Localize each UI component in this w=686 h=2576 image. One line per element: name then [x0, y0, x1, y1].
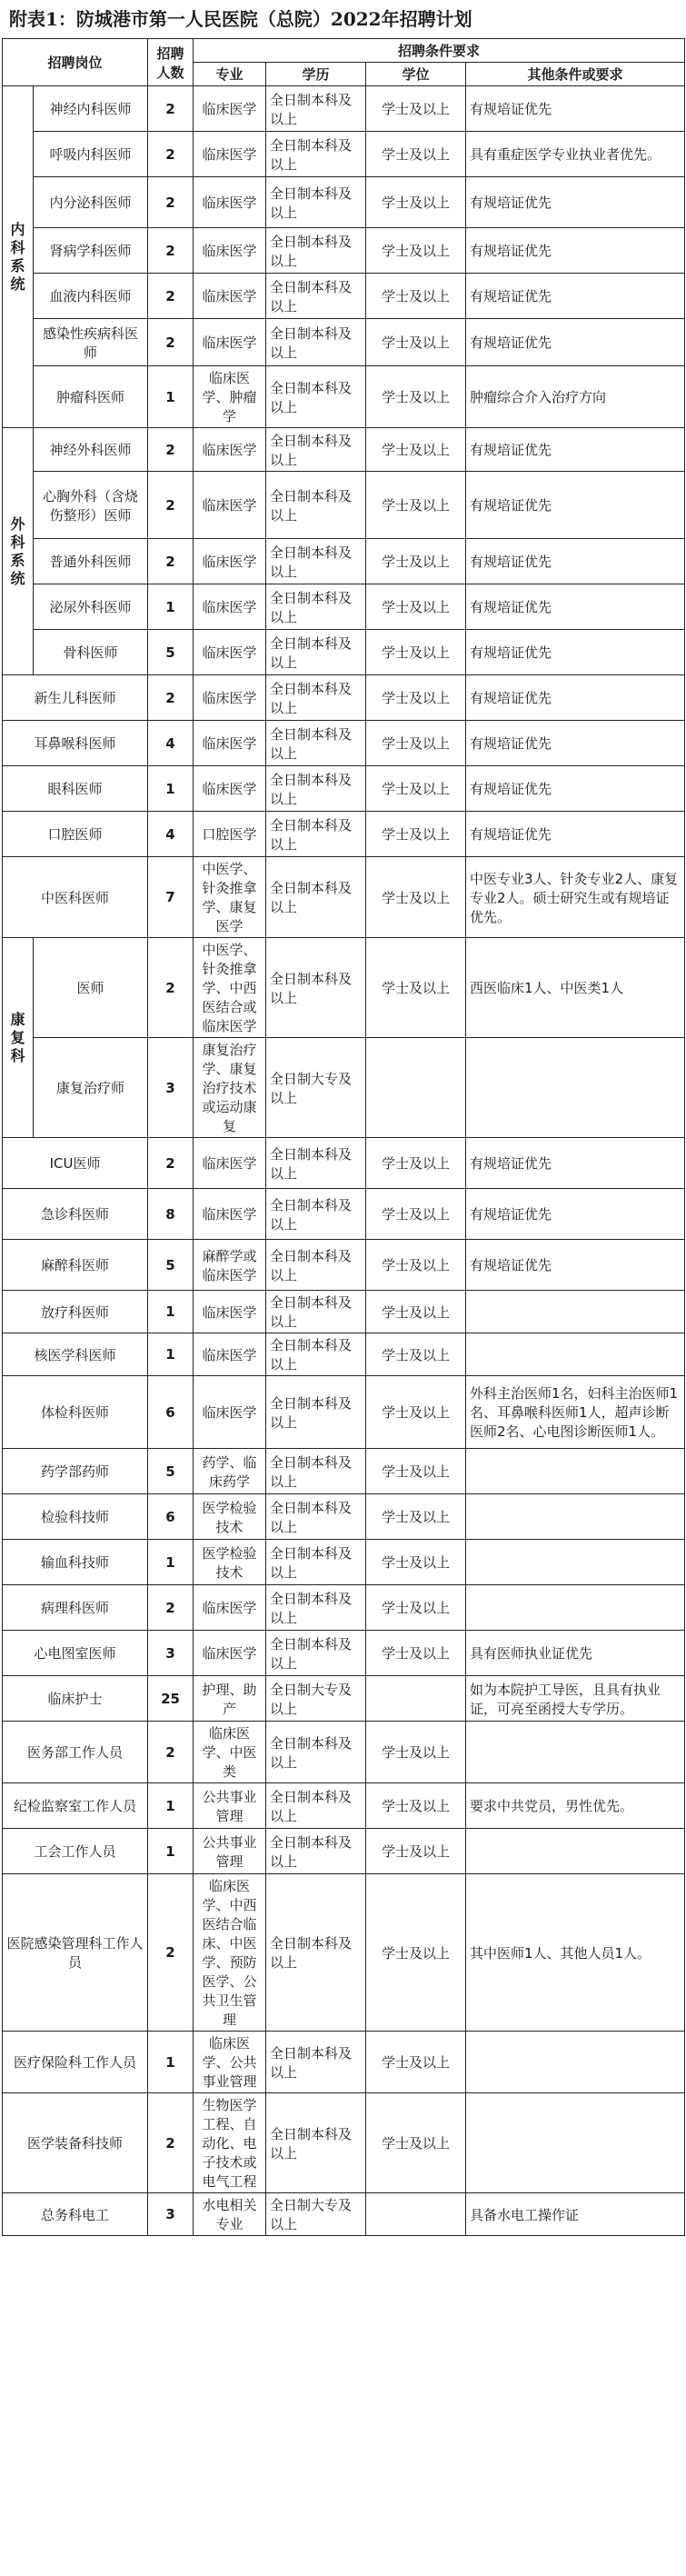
other-cell — [466, 2032, 685, 2093]
count-cell: 3 — [148, 2193, 194, 2236]
header-degree: 学位 — [366, 63, 466, 86]
other-cell: 要求中共党员，男性优先。 — [466, 1783, 685, 1829]
education-cell: 全日制本科及以上 — [266, 428, 366, 472]
education-cell: 全日制本科及以上 — [266, 177, 366, 228]
count-cell: 2 — [148, 1722, 194, 1783]
major-cell: 医学检验技术 — [194, 1494, 266, 1540]
education-cell: 全日制本科及以上 — [266, 86, 366, 132]
count-cell: 1 — [148, 1540, 194, 1585]
education-cell: 全日制本科及以上 — [266, 766, 366, 812]
major-cell: 临床医学 — [194, 1189, 266, 1240]
count-cell: 7 — [148, 857, 194, 938]
education-cell: 全日制大专及以上 — [266, 1038, 366, 1138]
other-cell: 有规培证优先 — [466, 539, 685, 584]
education-cell: 全日制本科及以上 — [266, 1783, 366, 1829]
education-cell: 全日制本科及以上 — [266, 1291, 366, 1333]
other-cell: 有规培证优先 — [466, 274, 685, 319]
degree-cell: 学士及以上 — [366, 1333, 466, 1376]
count-cell: 1 — [148, 584, 194, 630]
degree-cell: 学士及以上 — [366, 539, 466, 584]
education-cell: 全日制本科及以上 — [266, 812, 366, 857]
education-cell: 全日制大专及以上 — [266, 2193, 366, 2236]
table-row — [3, 2032, 685, 2093]
table-row — [3, 2093, 685, 2193]
post-cell: 麻醉科医师 — [3, 1240, 148, 1291]
other-cell: 其中医师1人、其他人员1人。 — [466, 1874, 685, 2032]
major-cell: 水电相关专业 — [194, 2193, 266, 2236]
degree-cell: 学士及以上 — [366, 2093, 466, 2193]
education-cell: 全日制本科及以上 — [266, 539, 366, 584]
post-cell: 耳鼻喉科医师 — [3, 721, 148, 766]
education-cell: 全日制本科及以上 — [266, 1631, 366, 1676]
education-cell: 全日制大专及以上 — [266, 1676, 366, 1722]
header-major: 专业 — [194, 63, 266, 86]
table-row — [3, 1722, 685, 1783]
degree-cell: 学士及以上 — [366, 472, 466, 539]
table-row — [3, 1676, 685, 1722]
other-cell: 具有医师执业证优先 — [466, 1631, 685, 1676]
major-cell: 临床医学、中医类 — [194, 1722, 266, 1783]
table-row — [3, 630, 685, 675]
major-cell: 临床医学 — [194, 177, 266, 228]
other-cell — [466, 1494, 685, 1540]
major-cell: 临床医学 — [194, 428, 266, 472]
major-cell: 临床医学 — [194, 1138, 266, 1189]
table-row — [3, 584, 685, 630]
major-cell: 临床医学 — [194, 1631, 266, 1676]
education-cell: 全日制本科及以上 — [266, 1585, 366, 1631]
post-cell: 血液内科医师 — [34, 274, 148, 319]
degree-cell — [366, 1038, 466, 1138]
post-cell: 医务部工作人员 — [3, 1722, 148, 1783]
post-cell: 医学装备科技师 — [3, 2093, 148, 2193]
degree-cell: 学士及以上 — [366, 1540, 466, 1585]
post-cell: 工会工作人员 — [3, 1829, 148, 1874]
other-cell: 有规培证优先 — [466, 675, 685, 721]
header-row-1 — [3, 39, 685, 63]
recruitment-table — [2, 38, 685, 2236]
post-cell: 医院感染管理科工作人员 — [3, 1874, 148, 2032]
major-cell: 临床医学 — [194, 1376, 266, 1449]
degree-cell: 学士及以上 — [366, 86, 466, 132]
table-row — [3, 766, 685, 812]
education-cell: 全日制本科及以上 — [266, 630, 366, 675]
education-cell: 全日制本科及以上 — [266, 1138, 366, 1189]
degree-cell: 学士及以上 — [366, 721, 466, 766]
major-cell: 临床医学 — [194, 584, 266, 630]
other-cell — [466, 1585, 685, 1631]
post-cell: 骨科医师 — [34, 630, 148, 675]
degree-cell: 学士及以上 — [366, 938, 466, 1038]
post-cell: 体检科医师 — [3, 1376, 148, 1449]
count-cell: 3 — [148, 1631, 194, 1676]
count-cell: 2 — [148, 132, 194, 177]
table-row — [3, 428, 685, 472]
degree-cell: 学士及以上 — [366, 319, 466, 366]
count-cell: 2 — [148, 1138, 194, 1189]
post-cell: 急诊科医师 — [3, 1189, 148, 1240]
table-row — [3, 2193, 685, 2236]
major-cell: 临床医学 — [194, 132, 266, 177]
degree-cell: 学士及以上 — [366, 274, 466, 319]
other-cell — [466, 1829, 685, 1874]
post-cell: 新生儿科医师 — [3, 675, 148, 721]
table-row — [3, 1189, 685, 1240]
post-cell: 临床护士 — [3, 1676, 148, 1722]
post-cell: 总务科电工 — [3, 2193, 148, 2236]
table-row — [3, 1540, 685, 1585]
post-cell: 内分泌科医师 — [34, 177, 148, 228]
group-label: 外科系统 — [3, 428, 34, 675]
major-cell: 临床医学 — [194, 319, 266, 366]
count-cell: 6 — [148, 1376, 194, 1449]
other-cell — [466, 1722, 685, 1783]
degree-cell: 学士及以上 — [366, 584, 466, 630]
post-cell: 肾病学科医师 — [34, 228, 148, 274]
major-cell: 医学检验技术 — [194, 1540, 266, 1585]
table-row — [3, 177, 685, 228]
group-label: 内科系统 — [3, 86, 34, 428]
table-row — [3, 1291, 685, 1333]
other-cell: 有规培证优先 — [466, 584, 685, 630]
degree-cell: 学士及以上 — [366, 766, 466, 812]
table-row — [3, 1494, 685, 1540]
major-cell: 临床医学 — [194, 472, 266, 539]
post-cell: 药学部药师 — [3, 1449, 148, 1494]
other-cell: 具有重症医学专业执业者优先。 — [466, 132, 685, 177]
major-cell: 临床医学 — [194, 1333, 266, 1376]
major-cell: 麻醉学或临床医学 — [194, 1240, 266, 1291]
education-cell: 全日制本科及以上 — [266, 1722, 366, 1783]
table-row — [3, 228, 685, 274]
degree-cell: 学士及以上 — [366, 1189, 466, 1240]
degree-cell: 学士及以上 — [366, 1874, 466, 2032]
count-cell: 2 — [148, 319, 194, 366]
major-cell: 口腔医学 — [194, 812, 266, 857]
post-cell: 医师 — [34, 938, 148, 1038]
degree-cell: 学士及以上 — [366, 1722, 466, 1783]
education-cell: 全日制本科及以上 — [266, 1874, 366, 2032]
post-cell: 眼科医师 — [3, 766, 148, 812]
table-row — [3, 1585, 685, 1631]
table-row — [3, 812, 685, 857]
table-row — [3, 472, 685, 539]
degree-cell: 学士及以上 — [366, 2032, 466, 2093]
degree-cell: 学士及以上 — [366, 1291, 466, 1333]
header-conditions: 招聘条件要求 — [194, 39, 685, 63]
count-cell: 2 — [148, 1874, 194, 2032]
education-cell: 全日制本科及以上 — [266, 472, 366, 539]
count-cell: 4 — [148, 721, 194, 766]
count-cell: 1 — [148, 1333, 194, 1376]
major-cell: 康复治疗学、康复治疗技术或运动康复 — [194, 1038, 266, 1138]
other-cell: 有规培证优先 — [466, 177, 685, 228]
table-row — [3, 1783, 685, 1829]
degree-cell — [366, 1676, 466, 1722]
education-cell: 全日制本科及以上 — [266, 1494, 366, 1540]
count-cell: 3 — [148, 1038, 194, 1138]
major-cell: 公共事业管理 — [194, 1829, 266, 1874]
major-cell: 临床医学 — [194, 274, 266, 319]
post-cell: 病理科医师 — [3, 1585, 148, 1631]
count-cell: 1 — [148, 1291, 194, 1333]
other-cell: 有规培证优先 — [466, 812, 685, 857]
post-cell: 放疗科医师 — [3, 1291, 148, 1333]
count-cell: 1 — [148, 1783, 194, 1829]
page-title: 附表1：防城港市第一人民医院（总院）2022年招聘计划 — [9, 8, 472, 30]
group-label: 康复科 — [3, 938, 34, 1138]
education-cell: 全日制本科及以上 — [266, 366, 366, 428]
post-cell: 口腔医师 — [3, 812, 148, 857]
post-cell: 心电图室医师 — [3, 1631, 148, 1676]
other-cell: 肿瘤综合介入治疗方向 — [466, 366, 685, 428]
header-count: 招聘人数 — [148, 39, 194, 86]
other-cell: 有规培证优先 — [466, 428, 685, 472]
count-cell: 1 — [148, 1829, 194, 1874]
table-row — [3, 857, 685, 938]
post-cell: 感染性疾病科医师 — [34, 319, 148, 366]
degree-cell: 学士及以上 — [366, 177, 466, 228]
degree-cell: 学士及以上 — [366, 812, 466, 857]
major-cell: 临床医学、肿瘤学 — [194, 366, 266, 428]
major-cell: 中医学、针灸推拿学、康复医学 — [194, 857, 266, 938]
education-cell: 全日制本科及以上 — [266, 1540, 366, 1585]
post-cell: 神经外科医师 — [34, 428, 148, 472]
education-cell: 全日制本科及以上 — [266, 2093, 366, 2193]
other-cell — [466, 2093, 685, 2193]
degree-cell: 学士及以上 — [366, 1240, 466, 1291]
degree-cell: 学士及以上 — [366, 1449, 466, 1494]
other-cell: 有规培证优先 — [466, 319, 685, 366]
education-cell: 全日制本科及以上 — [266, 1376, 366, 1449]
education-cell: 全日制本科及以上 — [266, 675, 366, 721]
count-cell: 1 — [148, 366, 194, 428]
count-cell: 6 — [148, 1494, 194, 1540]
table-row — [3, 1376, 685, 1449]
education-cell: 全日制本科及以上 — [266, 938, 366, 1038]
education-cell: 全日制本科及以上 — [266, 1333, 366, 1376]
education-cell: 全日制本科及以上 — [266, 1240, 366, 1291]
degree-cell: 学士及以上 — [366, 228, 466, 274]
count-cell: 2 — [148, 938, 194, 1038]
count-cell: 1 — [148, 2032, 194, 2093]
post-cell: 中医科医师 — [3, 857, 148, 938]
other-cell: 有规培证优先 — [466, 228, 685, 274]
count-cell: 2 — [148, 539, 194, 584]
other-cell: 有规培证优先 — [466, 1138, 685, 1189]
table-row — [3, 938, 685, 1038]
degree-cell: 学士及以上 — [366, 675, 466, 721]
table-row — [3, 274, 685, 319]
major-cell: 临床医学 — [194, 228, 266, 274]
table-row — [3, 1333, 685, 1376]
degree-cell: 学士及以上 — [366, 630, 466, 675]
count-cell: 5 — [148, 1240, 194, 1291]
other-cell: 中医专业3人、针灸专业2人、康复专业2人。硕士研究生或有规培证优先。 — [466, 857, 685, 938]
count-cell: 2 — [148, 274, 194, 319]
post-cell: 核医学科医师 — [3, 1333, 148, 1376]
degree-cell — [366, 2193, 466, 2236]
other-cell — [466, 1540, 685, 1585]
post-cell: 泌尿外科医师 — [34, 584, 148, 630]
post-cell: 康复治疗师 — [34, 1038, 148, 1138]
education-cell: 全日制本科及以上 — [266, 1189, 366, 1240]
table-row — [3, 1138, 685, 1189]
count-cell: 2 — [148, 228, 194, 274]
major-cell: 临床医学 — [194, 539, 266, 584]
other-cell: 有规培证优先 — [466, 721, 685, 766]
other-cell — [466, 1333, 685, 1376]
count-cell: 25 — [148, 1676, 194, 1722]
degree-cell: 学士及以上 — [366, 1829, 466, 1874]
major-cell: 临床医学 — [194, 1291, 266, 1333]
education-cell: 全日制本科及以上 — [266, 584, 366, 630]
table-row — [3, 1829, 685, 1874]
header-post: 招聘岗位 — [3, 39, 148, 86]
major-cell: 生物医学工程、自动化、电子技术或电气工程 — [194, 2093, 266, 2193]
other-cell: 有规培证优先 — [466, 472, 685, 539]
major-cell: 临床医学 — [194, 721, 266, 766]
other-cell: 有规培证优先 — [466, 1189, 685, 1240]
table-row — [3, 132, 685, 177]
other-cell: 有规培证优先 — [466, 766, 685, 812]
education-cell: 全日制本科及以上 — [266, 132, 366, 177]
count-cell: 2 — [148, 177, 194, 228]
education-cell: 全日制本科及以上 — [266, 857, 366, 938]
degree-cell: 学士及以上 — [366, 1585, 466, 1631]
count-cell: 8 — [148, 1189, 194, 1240]
table-row — [3, 366, 685, 428]
education-cell: 全日制本科及以上 — [266, 228, 366, 274]
other-cell: 外科主治医师1名，妇科主治医师1名、耳鼻喉科医师1人，超声诊断医师2名、心电图诊断医师1人。 — [466, 1376, 685, 1449]
count-cell: 2 — [148, 86, 194, 132]
education-cell: 全日制本科及以上 — [266, 1829, 366, 1874]
degree-cell: 学士及以上 — [366, 1376, 466, 1449]
header-other: 其他条件或要求 — [466, 63, 685, 86]
other-cell: 有规培证优先 — [466, 630, 685, 675]
post-cell: 纪检监察室工作人员 — [3, 1783, 148, 1829]
post-cell: 肿瘤科医师 — [34, 366, 148, 428]
degree-cell: 学士及以上 — [366, 132, 466, 177]
post-cell: ICU医师 — [3, 1138, 148, 1189]
degree-cell: 学士及以上 — [366, 857, 466, 938]
education-cell: 全日制本科及以上 — [266, 2032, 366, 2093]
degree-cell: 学士及以上 — [366, 1631, 466, 1676]
post-cell: 检验科技师 — [3, 1494, 148, 1540]
count-cell: 1 — [148, 766, 194, 812]
other-cell: 具备水电工操作证 — [466, 2193, 685, 2236]
post-cell: 心胸外科（含烧伤整形）医师 — [34, 472, 148, 539]
other-cell: 如为本院护工导医，且具有执业证，可亮至函授大专学历。 — [466, 1676, 685, 1722]
other-cell: 有规培证优先 — [466, 86, 685, 132]
table-row — [3, 86, 685, 132]
education-cell: 全日制本科及以上 — [266, 1449, 366, 1494]
count-cell: 2 — [148, 472, 194, 539]
table-row — [3, 721, 685, 766]
degree-cell: 学士及以上 — [366, 1494, 466, 1540]
count-cell: 2 — [148, 675, 194, 721]
count-cell: 5 — [148, 1449, 194, 1494]
count-cell: 2 — [148, 428, 194, 472]
other-cell: 有规培证优先 — [466, 1240, 685, 1291]
other-cell: 西医临床1人、中医类1人 — [466, 938, 685, 1038]
post-cell: 输血科技师 — [3, 1540, 148, 1585]
count-cell: 2 — [148, 2093, 194, 2193]
major-cell: 中医学、针灸推拿学、中西医结合或临床医学 — [194, 938, 266, 1038]
table-row — [3, 1240, 685, 1291]
post-cell: 普通外科医师 — [34, 539, 148, 584]
degree-cell: 学士及以上 — [366, 1138, 466, 1189]
table-row — [3, 539, 685, 584]
other-cell — [466, 1291, 685, 1333]
major-cell: 临床医学、公共事业管理 — [194, 2032, 266, 2093]
header-education: 学历 — [266, 63, 366, 86]
major-cell: 临床医学、中西医结合临床、中医学、预防医学、公共卫生管理 — [194, 1874, 266, 2032]
post-cell: 呼吸内科医师 — [34, 132, 148, 177]
other-cell — [466, 1038, 685, 1138]
table-row — [3, 1449, 685, 1494]
major-cell: 临床医学 — [194, 86, 266, 132]
major-cell: 护理、助产 — [194, 1676, 266, 1722]
major-cell: 临床医学 — [194, 766, 266, 812]
education-cell: 全日制本科及以上 — [266, 721, 366, 766]
major-cell: 临床医学 — [194, 675, 266, 721]
count-cell: 5 — [148, 630, 194, 675]
education-cell: 全日制本科及以上 — [266, 319, 366, 366]
table-row — [3, 319, 685, 366]
other-cell — [466, 1449, 685, 1494]
count-cell: 4 — [148, 812, 194, 857]
degree-cell: 学士及以上 — [366, 428, 466, 472]
major-cell: 临床医学 — [194, 630, 266, 675]
table-row — [3, 1631, 685, 1676]
degree-cell: 学士及以上 — [366, 366, 466, 428]
major-cell: 临床医学 — [194, 1585, 266, 1631]
post-cell: 神经内科医师 — [34, 86, 148, 132]
table-row — [3, 1874, 685, 2032]
major-cell: 公共事业管理 — [194, 1783, 266, 1829]
table-row — [3, 675, 685, 721]
major-cell: 药学、临床药学 — [194, 1449, 266, 1494]
degree-cell: 学士及以上 — [366, 1783, 466, 1829]
post-cell: 医疗保险科工作人员 — [3, 2032, 148, 2093]
education-cell: 全日制本科及以上 — [266, 274, 366, 319]
count-cell: 2 — [148, 1585, 194, 1631]
table-row — [3, 1038, 685, 1138]
